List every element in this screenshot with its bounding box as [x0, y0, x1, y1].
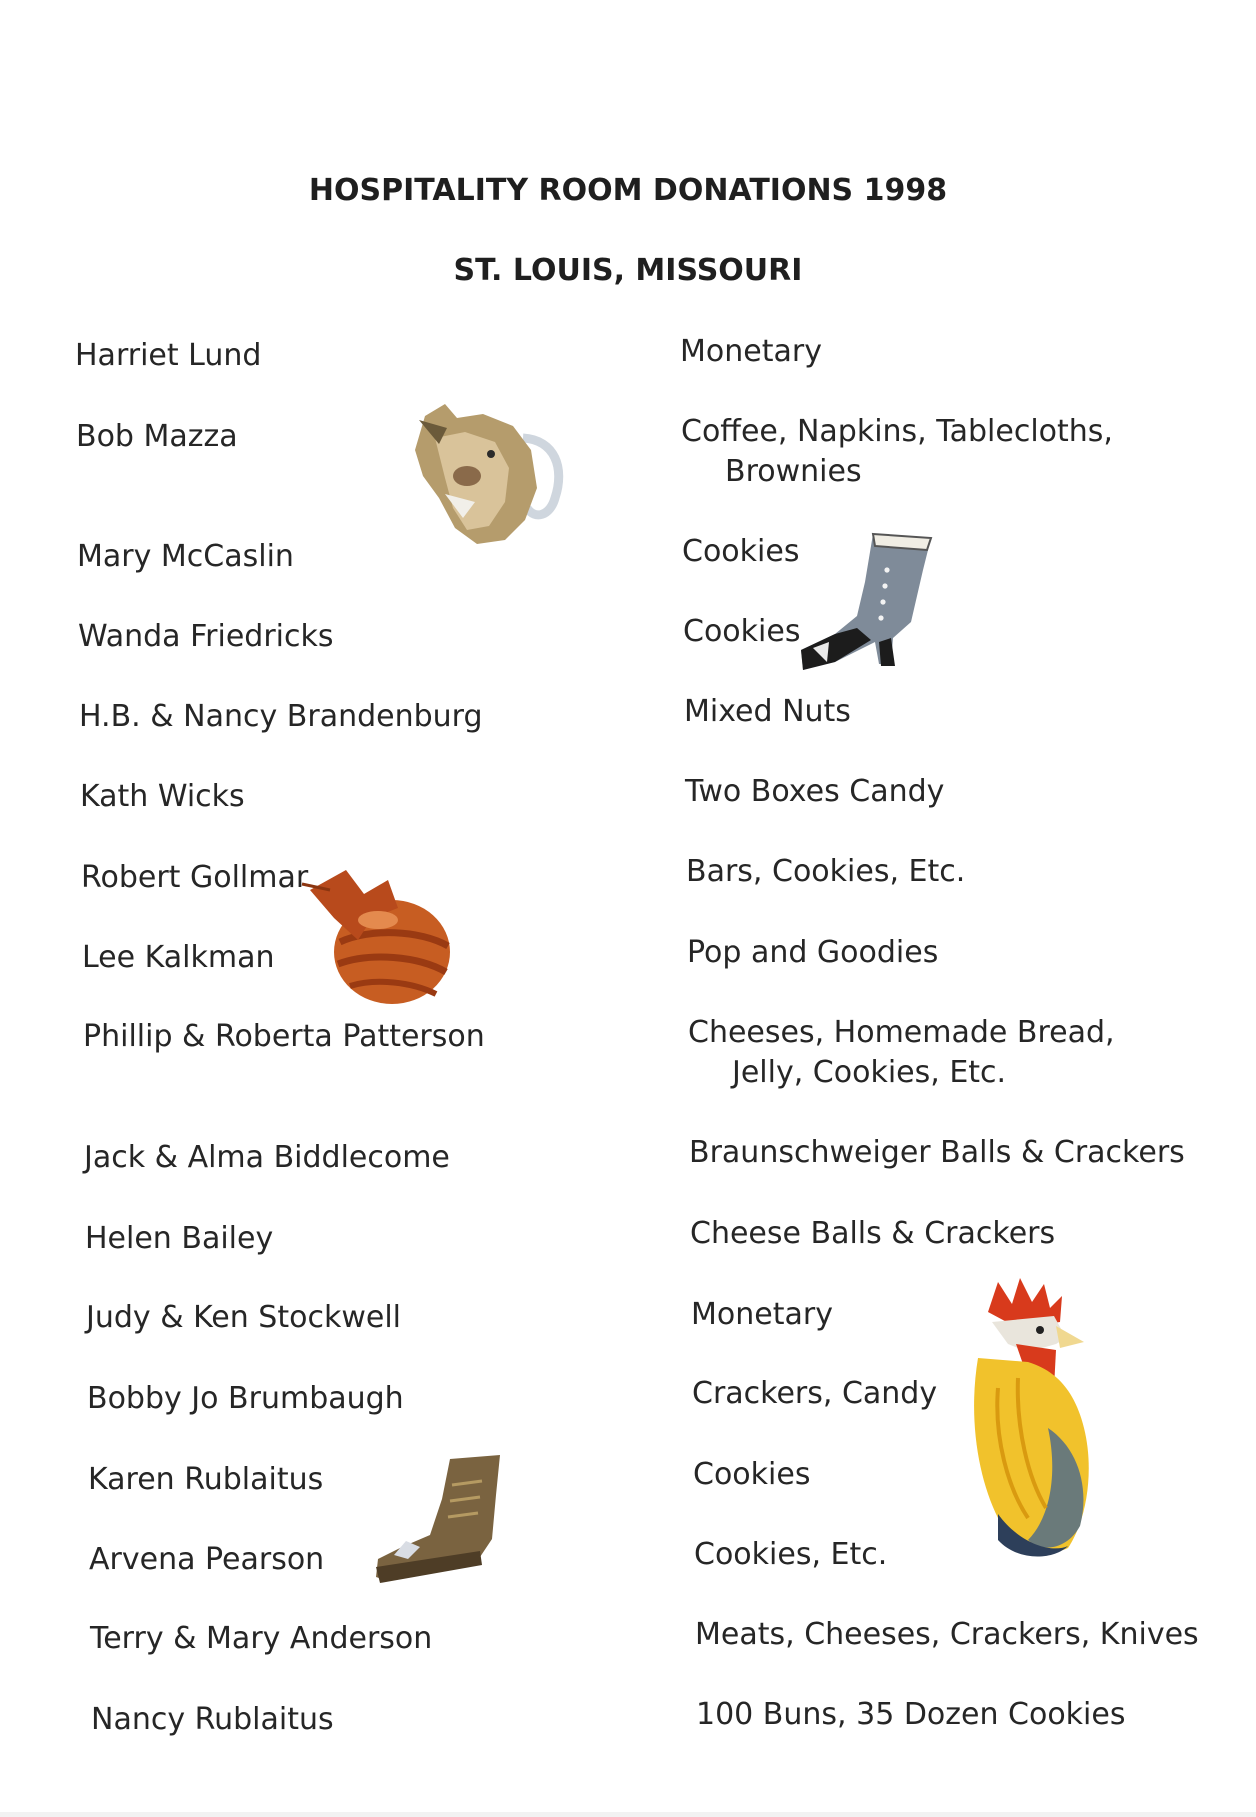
donor-name: Kath Wicks	[80, 779, 245, 814]
donor-name: Judy & Ken Stockwell	[86, 1300, 401, 1335]
donor-name: Nancy Rublaitus	[91, 1702, 334, 1737]
donor-name: Bob Mazza	[76, 419, 238, 454]
donor-name: Mary McCaslin	[77, 539, 294, 574]
rooster-picture	[958, 1278, 1108, 1563]
donor-name: Wanda Friedricks	[78, 619, 334, 654]
lobster-pot-picture	[300, 860, 455, 1010]
donation-item: Coffee, Napkins, Tablecloths, Brownies	[681, 414, 1113, 489]
donation-item: Cheese Balls & Crackers	[690, 1216, 1056, 1251]
donation-item: Two Boxes Candy	[685, 774, 945, 809]
page-title: HOSPITALITY ROOM DONATIONS 1998	[308, 173, 948, 208]
donation-item: Cookies	[682, 534, 800, 569]
donor-name: Arvena Pearson	[89, 1542, 325, 1577]
donor-name: Lee Kalkman	[82, 940, 275, 975]
donor-name: Terry & Mary Anderson	[90, 1621, 433, 1656]
donation-item: Cookies	[693, 1457, 811, 1492]
work-boot-picture	[372, 1455, 502, 1585]
donation-item: Pop and Goodies	[687, 935, 939, 970]
donor-name: Robert Gollmar	[81, 860, 309, 895]
page-bottom-edge	[0, 1812, 1256, 1817]
donation-item: Mixed Nuts	[684, 694, 851, 729]
donor-name: Phillip & Roberta Patterson	[83, 1019, 485, 1054]
donor-name: Bobby Jo Brumbaugh	[87, 1381, 404, 1416]
donation-item: Monetary	[691, 1297, 833, 1332]
donation-item: 100 Buns, 35 Dozen Cookies	[696, 1697, 1126, 1732]
donor-name: Jack & Alma Biddlecome	[84, 1140, 450, 1175]
donation-item: Crackers, Candy	[692, 1376, 938, 1411]
donation-item: Cookies	[683, 614, 801, 649]
donation-item: Cheeses, Homemade Bread, Jelly, Cookies, Etc.	[688, 1015, 1115, 1090]
donation-item: Bars, Cookies, Etc.	[686, 854, 966, 889]
donor-name: Harriet Lund	[75, 338, 262, 373]
donor-name: Karen Rublaitus	[88, 1462, 324, 1497]
donation-item: Meats, Cheeses, Crackers, Knives	[695, 1617, 1199, 1652]
wolf-head-mug-picture	[405, 398, 575, 548]
page-subtitle: ST. LOUIS, MISSOURI	[453, 253, 803, 288]
donation-item: Cookies, Etc.	[694, 1537, 888, 1572]
donor-name: H.B. & Nancy Brandenburg	[79, 699, 483, 734]
donation-item: Braunschweiger Balls & Crackers	[689, 1135, 1185, 1170]
donation-item: Monetary	[680, 334, 822, 369]
donor-name: Helen Bailey	[85, 1221, 274, 1256]
boot-picture	[795, 530, 940, 675]
